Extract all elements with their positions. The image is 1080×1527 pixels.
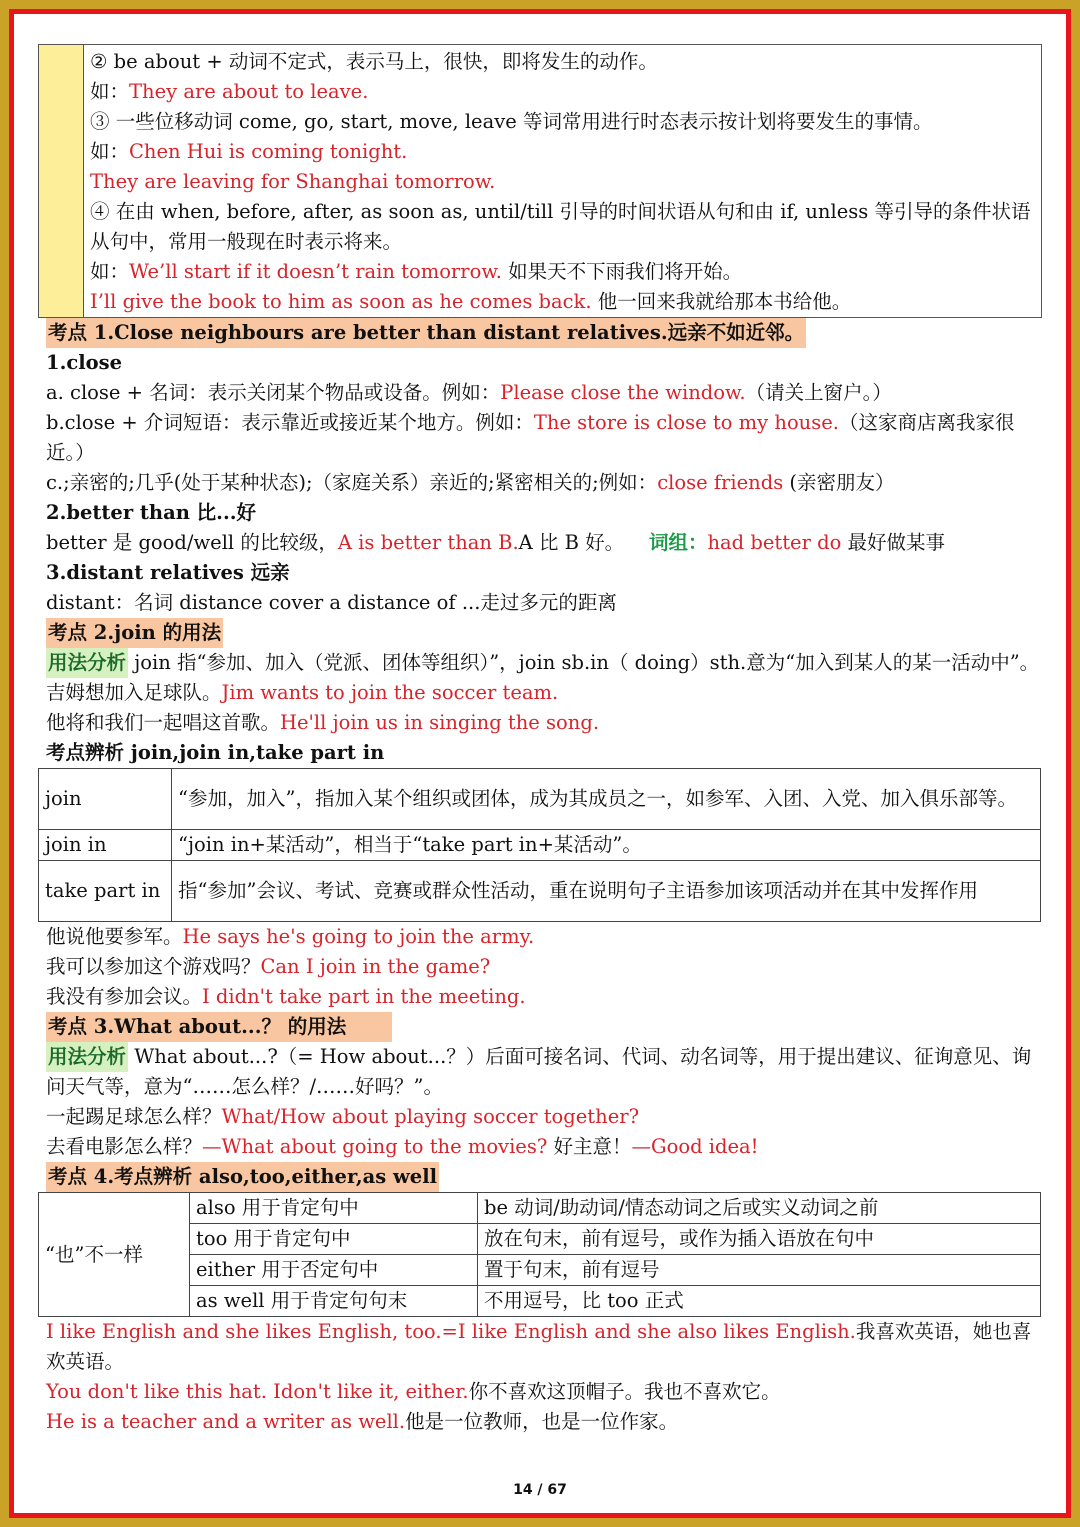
usage-tag: 用法分析 [46, 1042, 128, 1072]
text: 我没有参加会议。 [46, 985, 203, 1008]
subheading: 2.better than 比...好 [46, 501, 257, 524]
text: distant：名词 distance cover a distance of ...走过多元的距离 [46, 591, 617, 614]
table-row [39, 769, 1041, 830]
example-text: He is a teacher and a writer as well. [46, 1410, 406, 1433]
example-text: I like English and she likes English, too.=I like English and she also likes English. [46, 1320, 856, 1343]
table-row [39, 1224, 1041, 1255]
example-text: A is better than B. [337, 531, 519, 554]
example-text: He'll join us in singing the song. [280, 711, 600, 734]
example-translation: 我喜欢英语，她也喜欢英语。 [46, 1320, 1032, 1373]
table-usage: 置于句末，前有逗号 [478, 1255, 1041, 1286]
example-text: Please close the window. [500, 381, 746, 404]
table-desc: 指“参加”会议、考试、竞赛或群众性活动，重在说明句子主语参加该项活动并在其中发挥作用 [172, 861, 1041, 922]
example-text: They are about to leave. [129, 80, 369, 103]
note-line: ④ 在由 when, before, after, as soon as, until/till 引导的时间状语从句和由 if, unless 等引导的条件状语从句中，常用一般现在时表示将来。 [90, 200, 1031, 253]
subheading: 3.distant relatives 远亲 [46, 561, 290, 584]
table-row [39, 830, 1041, 861]
table-usage: be 动词/助动词/情态动词之后或实义动词之前 [478, 1193, 1041, 1224]
text: 好主意！ [547, 1135, 632, 1158]
text: b.close + 介词短语：表示靠近或接近某个地方。例如： [46, 411, 534, 434]
example-text: —Good idea! [631, 1135, 759, 1158]
example-translation: （请关上窗户。） [745, 381, 892, 404]
example-text: —What about going to the movies? [202, 1135, 548, 1158]
text: join 指“参加、加入（党派、团体等组织）”，join sb.in（ doing）sth.意为“加入到某人的某一活动中”。 [128, 651, 1040, 674]
text: What about...?（= How about...？）后面可接名词、代词、动名词等，用于提出建议、征询意见、询问天气等，意为“……怎么样？/……好吗？”。 [46, 1045, 1032, 1098]
example-text: I’ll give the book to him as soon as he comes back. [90, 290, 592, 313]
text: 去看电影怎么样？ [46, 1135, 203, 1158]
example-translation: (亲密朋友） [783, 471, 895, 494]
text: 吉姆想加入足球队。 [46, 681, 222, 704]
example-text: I didn't take part in the meeting. [202, 985, 526, 1008]
note-line: ③ 一些位移动词 come, go, start, move, leave 等词常用进行时态表示按计划将要发生的事情。 [90, 110, 933, 133]
table-term: join in [39, 830, 172, 861]
example-text: They are leaving for Shanghai tomorrow. [90, 170, 496, 193]
table-desc: “join in+某活动”，相当于“take part in+某活动”。 [172, 830, 1041, 861]
example-translation: 他是一位教师，也是一位作家。 [405, 1410, 679, 1433]
example-text: close friends [657, 471, 784, 494]
table-word: also 用于肯定句中 [190, 1193, 478, 1224]
document-content [38, 44, 1042, 1437]
text: a. close + 名词：表示关闭某个物品或设备。例如： [46, 381, 501, 404]
page-number: 14 / 67 [513, 1482, 567, 1498]
table-row [39, 1193, 1041, 1224]
subheading: 1.close [46, 351, 123, 374]
example-translation: 如果天不下雨我们将开始。 [501, 260, 743, 283]
table-term: join [39, 769, 172, 830]
table-group: “也”不一样 [39, 1193, 190, 1317]
join-comparison-table [38, 768, 1041, 922]
table-word: too 用于肯定句中 [190, 1224, 478, 1255]
note-line: ② be about + 动词不定式，表示马上，很快，即将发生的动作。 [90, 50, 658, 73]
example-text: Chen Hui is coming tonight. [129, 140, 408, 163]
phrase-label: 词组： [648, 531, 708, 554]
example-text: What/How about playing soccer together? [221, 1105, 640, 1128]
also-too-either-table [38, 1192, 1041, 1317]
example-text: Jim wants to join the soccer team. [221, 681, 559, 704]
section-heading-4: 考点 4.考点辨析 also,too,either,as well [46, 1162, 439, 1192]
example-text: We’ll start if it doesn’t rain tomorrow. [129, 260, 502, 283]
text: c.;亲密的;几乎(处于某种状态);（家庭关系）亲近的;紧密相关的;例如： [46, 471, 658, 494]
example-translation: （这家商店离我家很近。） [46, 411, 1015, 464]
text: 他说他要参军。 [46, 925, 183, 948]
table-word: either 用于否定句中 [190, 1255, 478, 1286]
grammar-notes-box [38, 44, 1042, 318]
usage-tag: 用法分析 [46, 648, 128, 678]
text: 最好做某事 [841, 531, 946, 554]
text: 他将和我们一起唱这首歌。 [46, 711, 281, 734]
example-label: 如： [90, 260, 130, 283]
text: 我可以参加这个游戏吗？ [46, 955, 261, 978]
section-heading-2: 考点 2.join 的用法 [46, 618, 223, 648]
table-desc: “参加，加入”，指加入某个组织或团体，成为其成员之一，如参军、入团、入党、加入俱乐部等。 [172, 769, 1041, 830]
example-text: The store is close to my house. [533, 411, 839, 434]
example-translation: 他一回来我就给那本书给他。 [591, 290, 852, 313]
table-usage: 放在句末，前有逗号，或作为插入语放在句中 [478, 1224, 1041, 1255]
section-heading-3: 考点 3.What about...？ 的用法 [46, 1012, 392, 1042]
text: 一起踢足球怎么样？ [46, 1105, 222, 1128]
section-heading-1: 考点 1.Close neighbours are better than distant relatives.远亲不如近邻。 [46, 318, 806, 348]
example-text: Can I join in the game? [260, 955, 491, 978]
table-row [39, 861, 1041, 922]
example-text: had better do [707, 531, 842, 554]
example-translation: 你不喜欢这顶帽子。我也不喜欢它。 [468, 1380, 781, 1403]
table-row [39, 1286, 1041, 1317]
table-usage: 不用逗号，比 too 正式 [478, 1286, 1041, 1317]
subheading: 考点辨析 join,join in,take part in [46, 741, 385, 764]
text: better 是 good/well 的比较级， [46, 531, 338, 554]
yellow-margin [39, 45, 84, 317]
example-label: 如： [90, 80, 130, 103]
table-term: take part in [39, 861, 172, 922]
example-label: 如： [90, 140, 130, 163]
table-word: as well 用于肯定句句末 [190, 1286, 478, 1317]
example-text: He says he's going to join the army. [182, 925, 535, 948]
example-text: You don't like this hat. Idon't like it, either. [46, 1380, 469, 1403]
text: A 比 B 好。 [518, 531, 625, 554]
table-row [39, 1255, 1041, 1286]
